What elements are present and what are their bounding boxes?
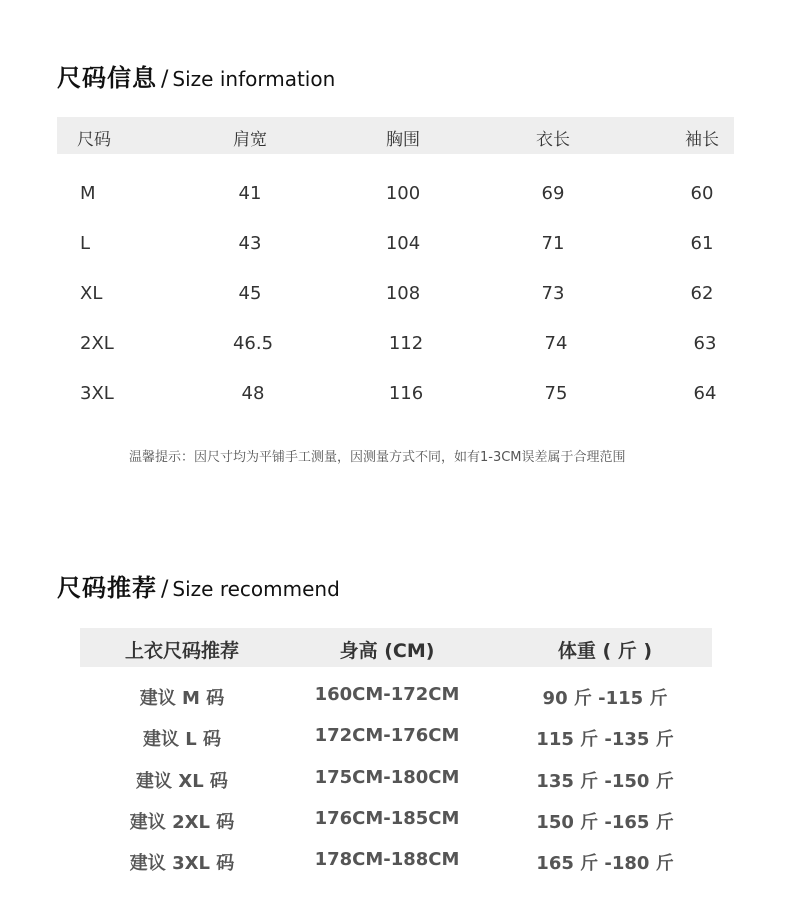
size-recommend-header-weight: 体重 ( 斤 )	[557, 640, 653, 662]
size-recommend-cell-weight: 165 斤 -180 斤	[536, 853, 674, 874]
size-info-cell-chest: 100	[385, 183, 421, 204]
size-recommend-cell-size: 建议 M 码	[139, 688, 225, 709]
size-recommend-cell-size: 建议 2XL 码	[129, 812, 235, 833]
size-recommend-title-en: Size recommend	[172, 577, 340, 601]
size-recommend-cell-height: 160CM-172CM	[314, 684, 460, 705]
size-recommend-cell-weight: 115 斤 -135 斤	[536, 729, 674, 750]
size-recommend-cell-height: 172CM-176CM	[314, 725, 460, 746]
size-info-cell-sleeve: 60	[690, 183, 714, 204]
title-slash: /	[161, 67, 169, 92]
size-info-cell-length: 75	[544, 383, 568, 404]
size-info-cell-shoulder: 48	[241, 383, 265, 404]
size-info-header-size: 尺码	[77, 130, 111, 150]
size-info-cell-chest: 104	[385, 233, 421, 254]
size-info-title	[57, 58, 335, 93]
size-info-cell-size: 2XL	[80, 333, 114, 354]
size-recommend-cell-weight: 135 斤 -150 斤	[536, 771, 674, 792]
size-info-cell-chest: 112	[388, 333, 424, 354]
measurement-note: 温馨提示：因尺寸均为平铺手工测量，因测量方式不同，如有1-3CM误差属于合理范围	[129, 450, 626, 465]
size-info-cell-shoulder: 45	[238, 283, 262, 304]
size-info-cell-sleeve: 62	[690, 283, 714, 304]
size-info-cell-length: 69	[541, 183, 565, 204]
size-info-cell-size: 3XL	[80, 383, 114, 404]
size-recommend-cell-weight: 90 斤 -115 斤	[542, 688, 668, 709]
size-info-cell-chest: 116	[388, 383, 424, 404]
size-recommend-title-zh: 尺码推荐	[57, 574, 157, 602]
size-recommend-cell-size: 建议 XL 码	[136, 771, 228, 792]
size-info-header-chest: 胸围	[386, 130, 420, 150]
size-info-title-en: Size information	[172, 67, 336, 91]
size-recommend-header-size: 上衣尺码推荐	[124, 640, 240, 662]
size-info-cell-chest: 108	[385, 283, 421, 304]
size-recommend-cell-height: 175CM-180CM	[314, 767, 460, 788]
size-recommend-cell-size: 建议 3XL 码	[129, 853, 235, 874]
size-recommend-cell-weight: 150 斤 -165 斤	[536, 812, 674, 833]
size-info-title-zh: 尺码信息	[57, 64, 157, 92]
size-info-cell-length: 71	[541, 233, 565, 254]
size-info-header-sleeve: 袖长	[685, 130, 719, 150]
size-info-cell-shoulder: 41	[238, 183, 262, 204]
size-info-cell-length: 74	[544, 333, 568, 354]
title-slash: /	[161, 577, 169, 602]
size-recommend-title	[57, 568, 340, 603]
size-recommend-header-height: 身高 (CM)	[339, 640, 435, 662]
size-info-header-shoulder: 肩宽	[233, 130, 267, 150]
size-info-cell-size: M	[80, 183, 96, 204]
size-info-cell-sleeve: 63	[693, 333, 717, 354]
size-info-cell-sleeve: 64	[693, 383, 717, 404]
size-info-header-length: 衣长	[536, 130, 570, 150]
size-info-cell-sleeve: 61	[690, 233, 714, 254]
size-recommend-cell-size: 建议 L 码	[142, 729, 222, 750]
size-info-cell-length: 73	[541, 283, 565, 304]
size-info-cell-size: L	[80, 233, 91, 254]
size-info-cell-size: XL	[80, 283, 103, 304]
size-info-cell-shoulder: 43	[238, 233, 262, 254]
size-info-cell-shoulder: 46.5	[232, 333, 274, 354]
size-recommend-cell-height: 178CM-188CM	[314, 849, 460, 870]
size-recommend-cell-height: 176CM-185CM	[314, 808, 460, 829]
